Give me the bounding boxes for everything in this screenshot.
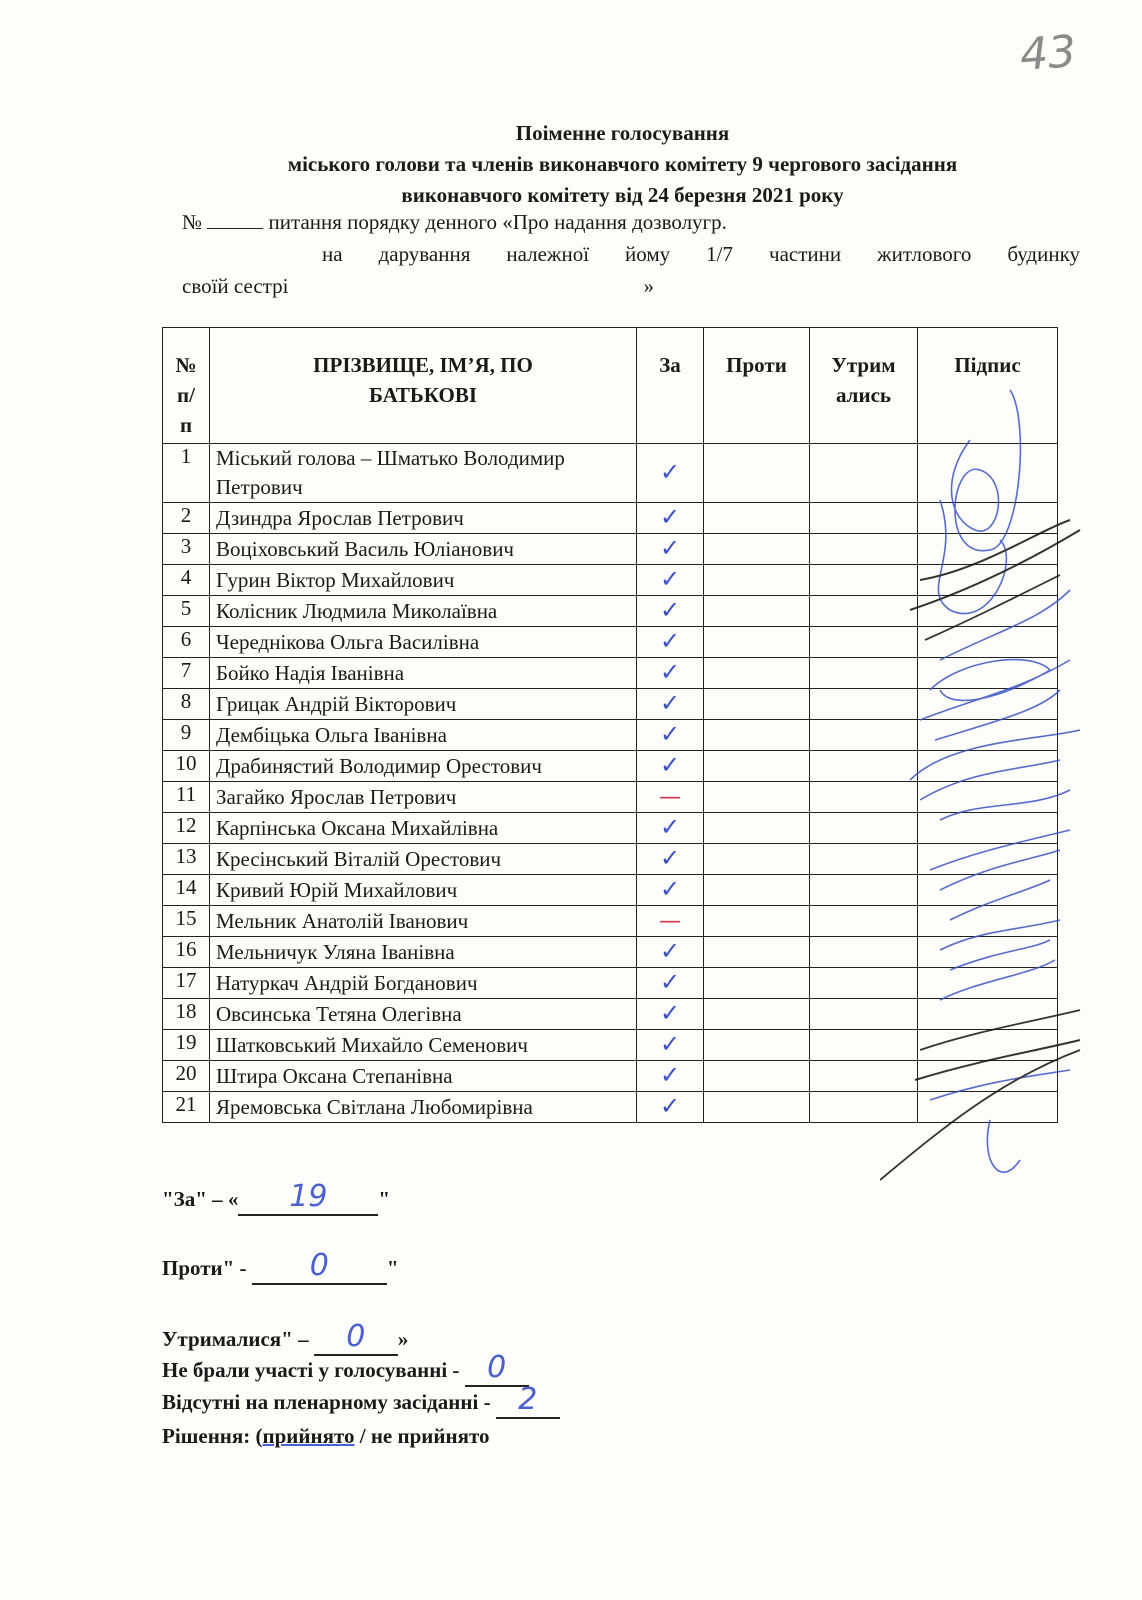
- check-mark-icon: ✓: [659, 1029, 681, 1058]
- check-mark-icon: ✓: [659, 657, 681, 686]
- table-row: [163, 720, 1058, 751]
- vote-against-cell: [704, 596, 810, 627]
- totals-for: [162, 1179, 391, 1216]
- row-number: 17: [163, 968, 210, 999]
- row-number: 5: [163, 596, 210, 627]
- vote-against-cell: [704, 844, 810, 875]
- table-row: [163, 658, 1058, 689]
- check-mark-icon: ✓: [659, 719, 681, 748]
- decision: [162, 1424, 489, 1449]
- header-name: ПРІЗВИЩЕ, ІМ’Я, ПО БАТЬКОВІ: [210, 328, 637, 444]
- row-number: 4: [163, 565, 210, 596]
- row-number: 12: [163, 813, 210, 844]
- totals-abstained: [162, 1319, 409, 1356]
- header-against: Проти: [704, 328, 810, 444]
- signature-cell: [918, 906, 1058, 937]
- totals-against-value-field: [252, 1248, 387, 1285]
- check-mark-icon: ✓: [659, 502, 681, 531]
- signature-cell: [918, 1030, 1058, 1061]
- member-name: Дембіцька Ольга Іванівна: [210, 720, 637, 751]
- signature-cell: [918, 627, 1058, 658]
- vote-for-cell: [637, 720, 704, 751]
- row-number: 13: [163, 844, 210, 875]
- totals-abstained-label: Утрималися" –: [162, 1327, 314, 1351]
- vote-abstained-cell: [810, 875, 918, 906]
- table-row: [163, 596, 1058, 627]
- table-row: [163, 751, 1058, 782]
- check-mark-icon: ✓: [659, 1060, 681, 1089]
- member-name: Штира Оксана Степанівна: [210, 1061, 637, 1092]
- subject-line-1-text: питання порядку денного «Про надання дозволугр.: [268, 210, 727, 234]
- vote-for-cell: [637, 503, 704, 534]
- check-mark-icon: ✓: [659, 595, 681, 624]
- row-number: 2: [163, 503, 210, 534]
- row-number: 11: [163, 782, 210, 813]
- table-row: [163, 844, 1058, 875]
- vote-for-cell: [637, 658, 704, 689]
- vote-abstained-cell: [810, 1061, 918, 1092]
- roll-call-table: [162, 327, 1058, 1123]
- member-name: Мельничук Уляна Іванівна: [210, 937, 637, 968]
- totals-absent: [162, 1382, 560, 1419]
- totals-abstained-value-field: [314, 1319, 398, 1356]
- vote-abstained-cell: [810, 906, 918, 937]
- vote-abstained-cell: [810, 689, 918, 720]
- vote-against-cell: [704, 813, 810, 844]
- vote-for-cell: [637, 627, 704, 658]
- vote-for-cell: [637, 999, 704, 1030]
- table-row: [163, 906, 1058, 937]
- vote-for-cell: [637, 813, 704, 844]
- signature-cell: [918, 999, 1058, 1030]
- decision-accepted: прийнято: [262, 1424, 355, 1448]
- vote-against-cell: [704, 720, 810, 751]
- subject-line-1: [182, 206, 1080, 238]
- vote-against-cell: [704, 751, 810, 782]
- vote-against-cell: [704, 534, 810, 565]
- totals-for-value-field: [238, 1179, 378, 1216]
- check-mark-icon: ✓: [659, 626, 681, 655]
- member-name: Воціховський Василь Юліанович: [210, 534, 637, 565]
- vote-for-cell: [637, 968, 704, 999]
- header-for: За: [637, 328, 704, 444]
- totals-abstained-value: 0: [346, 1319, 366, 1354]
- vote-for-cell: [637, 875, 704, 906]
- vote-against-cell: [704, 937, 810, 968]
- vote-for-cell: [637, 906, 704, 937]
- agenda-subject: [182, 206, 1080, 302]
- header-signature: Підпис: [918, 328, 1058, 444]
- table-row: [163, 968, 1058, 999]
- vote-against-cell: [704, 875, 810, 906]
- subject-close-quote: »: [643, 274, 654, 298]
- vote-against-cell: [704, 968, 810, 999]
- totals-not-voted-value: 0: [487, 1350, 507, 1385]
- signature-cell: [918, 596, 1058, 627]
- row-number: 20: [163, 1061, 210, 1092]
- signature-cell: [918, 534, 1058, 565]
- table-row: [163, 813, 1058, 844]
- member-name: Бойко Надія Іванівна: [210, 658, 637, 689]
- check-mark-icon: ✓: [659, 750, 681, 779]
- vote-against-cell: [704, 906, 810, 937]
- vote-for-cell: [637, 937, 704, 968]
- vote-for-cell: [637, 534, 704, 565]
- totals-absent-label: Відсутні на пленарному засіданні -: [162, 1390, 496, 1414]
- row-number: 14: [163, 875, 210, 906]
- vote-abstained-cell: [810, 999, 918, 1030]
- signature-cell: [918, 658, 1058, 689]
- signature-cell: [918, 751, 1058, 782]
- member-name: Натуркач Андрій Богданович: [210, 968, 637, 999]
- vote-for-cell: [637, 751, 704, 782]
- document-title: [160, 118, 1085, 211]
- vote-for-cell: [637, 1092, 704, 1123]
- dash-mark: —: [659, 784, 681, 810]
- vote-abstained-cell: [810, 565, 918, 596]
- vote-against-cell: [704, 565, 810, 596]
- member-name: Грицак Андрій Вікторович: [210, 689, 637, 720]
- vote-abstained-cell: [810, 596, 918, 627]
- row-number: 15: [163, 906, 210, 937]
- signature-cell: [918, 565, 1058, 596]
- vote-abstained-cell: [810, 844, 918, 875]
- signature-cell: [918, 444, 1058, 503]
- vote-abstained-cell: [810, 720, 918, 751]
- check-mark-icon: ✓: [659, 843, 681, 872]
- vote-against-cell: [704, 444, 810, 503]
- table-row: [163, 444, 1058, 503]
- totals-absent-value-field: [496, 1382, 560, 1419]
- member-name: Мельник Анатолій Іванович: [210, 906, 637, 937]
- check-mark-icon: ✓: [659, 967, 681, 996]
- vote-abstained-cell: [810, 503, 918, 534]
- vote-abstained-cell: [810, 444, 918, 503]
- table-row: [163, 782, 1058, 813]
- totals-for-label: "За" – «: [162, 1187, 239, 1211]
- row-number: 6: [163, 627, 210, 658]
- signature-cell: [918, 875, 1058, 906]
- member-name: Загайко Ярослав Петрович: [210, 782, 637, 813]
- vote-for-cell: [637, 444, 704, 503]
- signature-cell: [918, 689, 1058, 720]
- signature-cell: [918, 844, 1058, 875]
- vote-abstained-cell: [810, 937, 918, 968]
- signature-cell: [918, 720, 1058, 751]
- member-name: Яремовська Світлана Любомирівна: [210, 1092, 637, 1123]
- table-row: [163, 1030, 1058, 1061]
- table-header-row: [163, 328, 1058, 444]
- header-abstained: Утрим ались: [810, 328, 918, 444]
- check-mark-icon: ✓: [659, 564, 681, 593]
- subject-line-3-text: своїй сестрі: [182, 274, 289, 298]
- member-name: Карпінська Оксана Михайлівна: [210, 813, 637, 844]
- signature-cell: [918, 968, 1058, 999]
- vote-against-cell: [704, 1092, 810, 1123]
- handwritten-page-number: 43: [1018, 26, 1078, 81]
- header-num: № п/п: [163, 328, 210, 444]
- totals-not-voted-label: Не брали участі у голосуванні -: [162, 1358, 465, 1382]
- title-line-3: виконавчого комітету від 24 березня 2021 року: [401, 183, 844, 207]
- vote-abstained-cell: [810, 627, 918, 658]
- vote-against-cell: [704, 627, 810, 658]
- vote-abstained-cell: [810, 813, 918, 844]
- member-name: Драбинястий Володимир Орестович: [210, 751, 637, 782]
- dash-mark: —: [659, 908, 681, 934]
- vote-abstained-cell: [810, 534, 918, 565]
- vote-against-cell: [704, 999, 810, 1030]
- signature-cell: [918, 503, 1058, 534]
- vote-abstained-cell: [810, 1030, 918, 1061]
- row-number: 3: [163, 534, 210, 565]
- number-sign: №: [182, 210, 203, 234]
- vote-for-cell: [637, 1061, 704, 1092]
- vote-for-cell: [637, 782, 704, 813]
- vote-abstained-cell: [810, 751, 918, 782]
- signature-cell: [918, 813, 1058, 844]
- title-line-1: Поіменне голосування: [515, 121, 730, 145]
- row-number: 16: [163, 937, 210, 968]
- vote-against-cell: [704, 658, 810, 689]
- table-row: [163, 627, 1058, 658]
- row-number: 1: [163, 444, 210, 503]
- member-name: Дзиндра Ярослав Петрович: [210, 503, 637, 534]
- signature-cell: [918, 1092, 1058, 1123]
- vote-against-cell: [704, 503, 810, 534]
- vote-abstained-cell: [810, 1092, 918, 1123]
- decision-label: Рішення: (: [162, 1424, 263, 1448]
- totals-for-close: ": [378, 1187, 391, 1211]
- totals-for-value: 19: [289, 1179, 328, 1214]
- row-number: 18: [163, 999, 210, 1030]
- vote-for-cell: [637, 565, 704, 596]
- title-line-2: міського голови та членів виконавчого комітету 9 чергового засідання: [287, 152, 958, 176]
- row-number: 10: [163, 751, 210, 782]
- check-mark-icon: ✓: [659, 812, 681, 841]
- row-number: 9: [163, 720, 210, 751]
- table-row: [163, 565, 1058, 596]
- member-name: Міський голова – Шматько Володимир Петрович: [210, 444, 637, 503]
- vote-against-cell: [704, 782, 810, 813]
- vote-for-cell: [637, 689, 704, 720]
- check-mark-icon: ✓: [659, 533, 681, 562]
- totals-not-voted: [162, 1350, 529, 1387]
- item-number-blank: [207, 210, 263, 229]
- member-name: Гурин Віктор Михайлович: [210, 565, 637, 596]
- vote-against-cell: [704, 689, 810, 720]
- totals-against-close: ": [386, 1256, 399, 1280]
- vote-abstained-cell: [810, 968, 918, 999]
- table-row: [163, 534, 1058, 565]
- member-name: Череднікова Ольга Василівна: [210, 627, 637, 658]
- member-name: Кресінський Віталій Орестович: [210, 844, 637, 875]
- row-number: 8: [163, 689, 210, 720]
- table-row: [163, 689, 1058, 720]
- signature-cell: [918, 782, 1058, 813]
- row-number: 7: [163, 658, 210, 689]
- signature-cell: [918, 937, 1058, 968]
- vote-abstained-cell: [810, 782, 918, 813]
- totals-against: [162, 1248, 399, 1285]
- table-row: [163, 999, 1058, 1030]
- table-row: [163, 1061, 1058, 1092]
- check-mark-icon: ✓: [659, 688, 681, 717]
- totals-absent-value: 2: [518, 1382, 538, 1417]
- table-row: [163, 503, 1058, 534]
- totals-against-value: 0: [309, 1248, 329, 1283]
- check-mark-icon: ✓: [659, 874, 681, 903]
- row-number: 21: [163, 1092, 210, 1123]
- decision-rest: / не прийнято: [354, 1424, 490, 1448]
- member-name: Колісник Людмила Миколаївна: [210, 596, 637, 627]
- check-mark-icon: ✓: [659, 457, 681, 486]
- vote-for-cell: [637, 844, 704, 875]
- vote-for-cell: [637, 596, 704, 627]
- check-mark-icon: ✓: [659, 1091, 681, 1120]
- table-row: [163, 937, 1058, 968]
- member-name: Шатковський Михайло Семенович: [210, 1030, 637, 1061]
- totals-abstained-close: »: [397, 1327, 409, 1351]
- table-row: [163, 1092, 1058, 1123]
- vote-against-cell: [704, 1030, 810, 1061]
- member-name: Овсинська Тетяна Олегівна: [210, 999, 637, 1030]
- subject-line-3: [182, 270, 1080, 302]
- signature-cell: [918, 1061, 1058, 1092]
- member-name: Кривий Юрій Михайлович: [210, 875, 637, 906]
- check-mark-icon: ✓: [659, 936, 681, 965]
- subject-line-2-text: на дарування належної йому 1/7 частини житлового будинку: [322, 242, 1080, 266]
- vote-against-cell: [704, 1061, 810, 1092]
- vote-for-cell: [637, 1030, 704, 1061]
- totals-against-label: Проти" -: [162, 1256, 252, 1280]
- check-mark-icon: ✓: [659, 998, 681, 1027]
- table-row: [163, 875, 1058, 906]
- row-number: 19: [163, 1030, 210, 1061]
- vote-abstained-cell: [810, 658, 918, 689]
